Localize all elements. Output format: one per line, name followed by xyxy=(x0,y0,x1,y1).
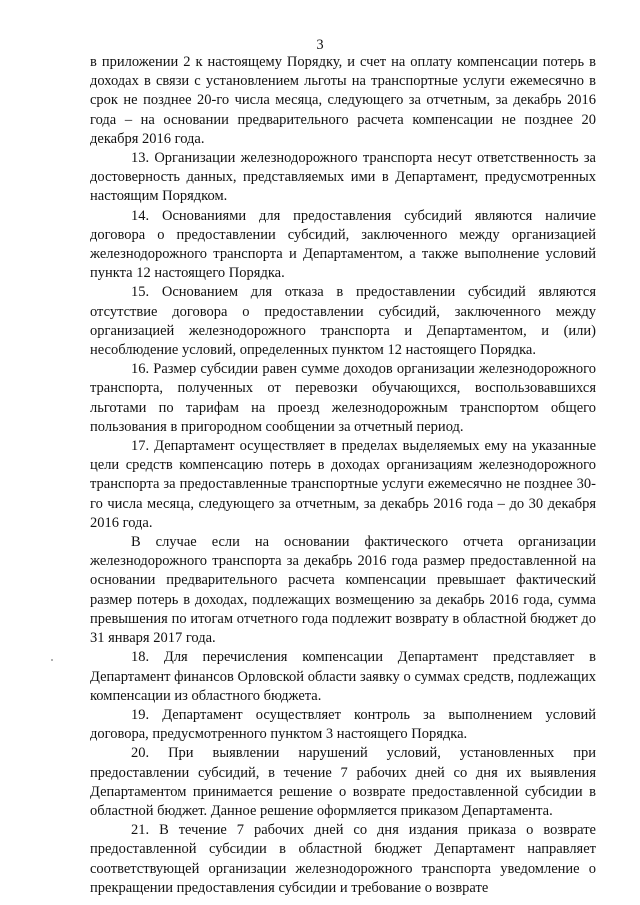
paragraph-item-17: 17. Департамент осуществляет в пределах выделяемых ему на указанные цели средств компенсацию потерь в доходах организациям железнодорожного транспорта за предоставленные транспортные услуги ежемесячно не позднее 30-го числа месяца, следующего за отчетным, за декабрь 2016 года – до 30 декабря 2016 года. xyxy=(90,438,596,531)
paragraph-item-15: 15. Основанием для отказа в предоставлении субсидий являются отсутствие договора о предоставлении субсидий, заключенного между организацией железнодорожного транспорта и Департаментом, и (или) несоблюдение условий, определенных пунктом 12 настоящего Порядка. xyxy=(90,284,596,359)
paragraph-continuation: в приложении 2 к настоящему Порядку, и счет на оплату компенсации потерь в доходах в связи с установлением льготы на транспортные услуги ежемесячно в срок не позднее 20-го числа месяца, следующего за отчетным, за декабрь 2016 года – на основании предварительного расчета компенсации не позднее 20 декабря 2016 года. xyxy=(90,54,596,147)
paragraph-item-16: 16. Размер субсидии равен сумме доходов организации железнодорожного транспорта, полученных от перевозки обучающихся, воспользовавшихся льготами по тарифам на проезд железнодорожным транспортом общего пользования в пригородном сообщении за отчетный период. xyxy=(90,361,596,435)
document-body xyxy=(90,53,596,898)
paragraph-item-13: 13. Организации железнодорожного транспорта несут ответственность за достоверность данных, представляемых ими в Департамент, предусмотренных настоящим Порядком. xyxy=(90,150,596,205)
paragraph-item-21: 21. В течение 7 рабочих дней со дня издания приказа о возврате предоставленной субсидии в областной бюджет Департамент направляет соответствующей организации железнодорожного транспорта уведомление о прекращении предоставления субсидии и требование о возврате xyxy=(90,822,596,896)
paragraph-item-19: 19. Департамент осуществляет контроль за выполнением условий договора, предусмотренного пунктом 3 настоящего Порядка. xyxy=(90,706,596,743)
page-number: 3 xyxy=(316,37,324,53)
paragraph-item-18: 18. Для перечисления компенсации Департамент представляет в Департамент финансов Орловской области заявку о суммах средств, подлежащих компенсации из областного бюджета. xyxy=(90,649,596,704)
paragraph-item-14: 14. Основаниями для предоставления субсидий являются наличие договора о предоставлении субсидий, заключенного между организацией железнодорожного транспорта и Департаментом, а также выполнение условий пункта 12 настоящего Порядка. xyxy=(90,207,596,282)
paragraph-item-20: 20. При выявлении нарушений условий, установленных при предоставлении субсидий, в течение 7 рабочих дней со дня их выявления Департаментом принимается решение о возврате предоставленной субсидии в областной бюджет. Данное решение оформляется приказом Департамента. xyxy=(90,745,596,819)
paragraph-item-17-continued: В случае если на основании фактического отчета организации железнодорожного транспорта за декабрь 2016 года размер предоставленной на основании предварительного расчета компенсации превышает фактический размер потерь в доходах, подлежащих возмещению за декабрь 2016 года, сумма превышения по итогам отчетного года подлежит возврату в областной бюджет до 31 января 2017 года. xyxy=(90,534,596,647)
scan-speck xyxy=(51,659,53,661)
